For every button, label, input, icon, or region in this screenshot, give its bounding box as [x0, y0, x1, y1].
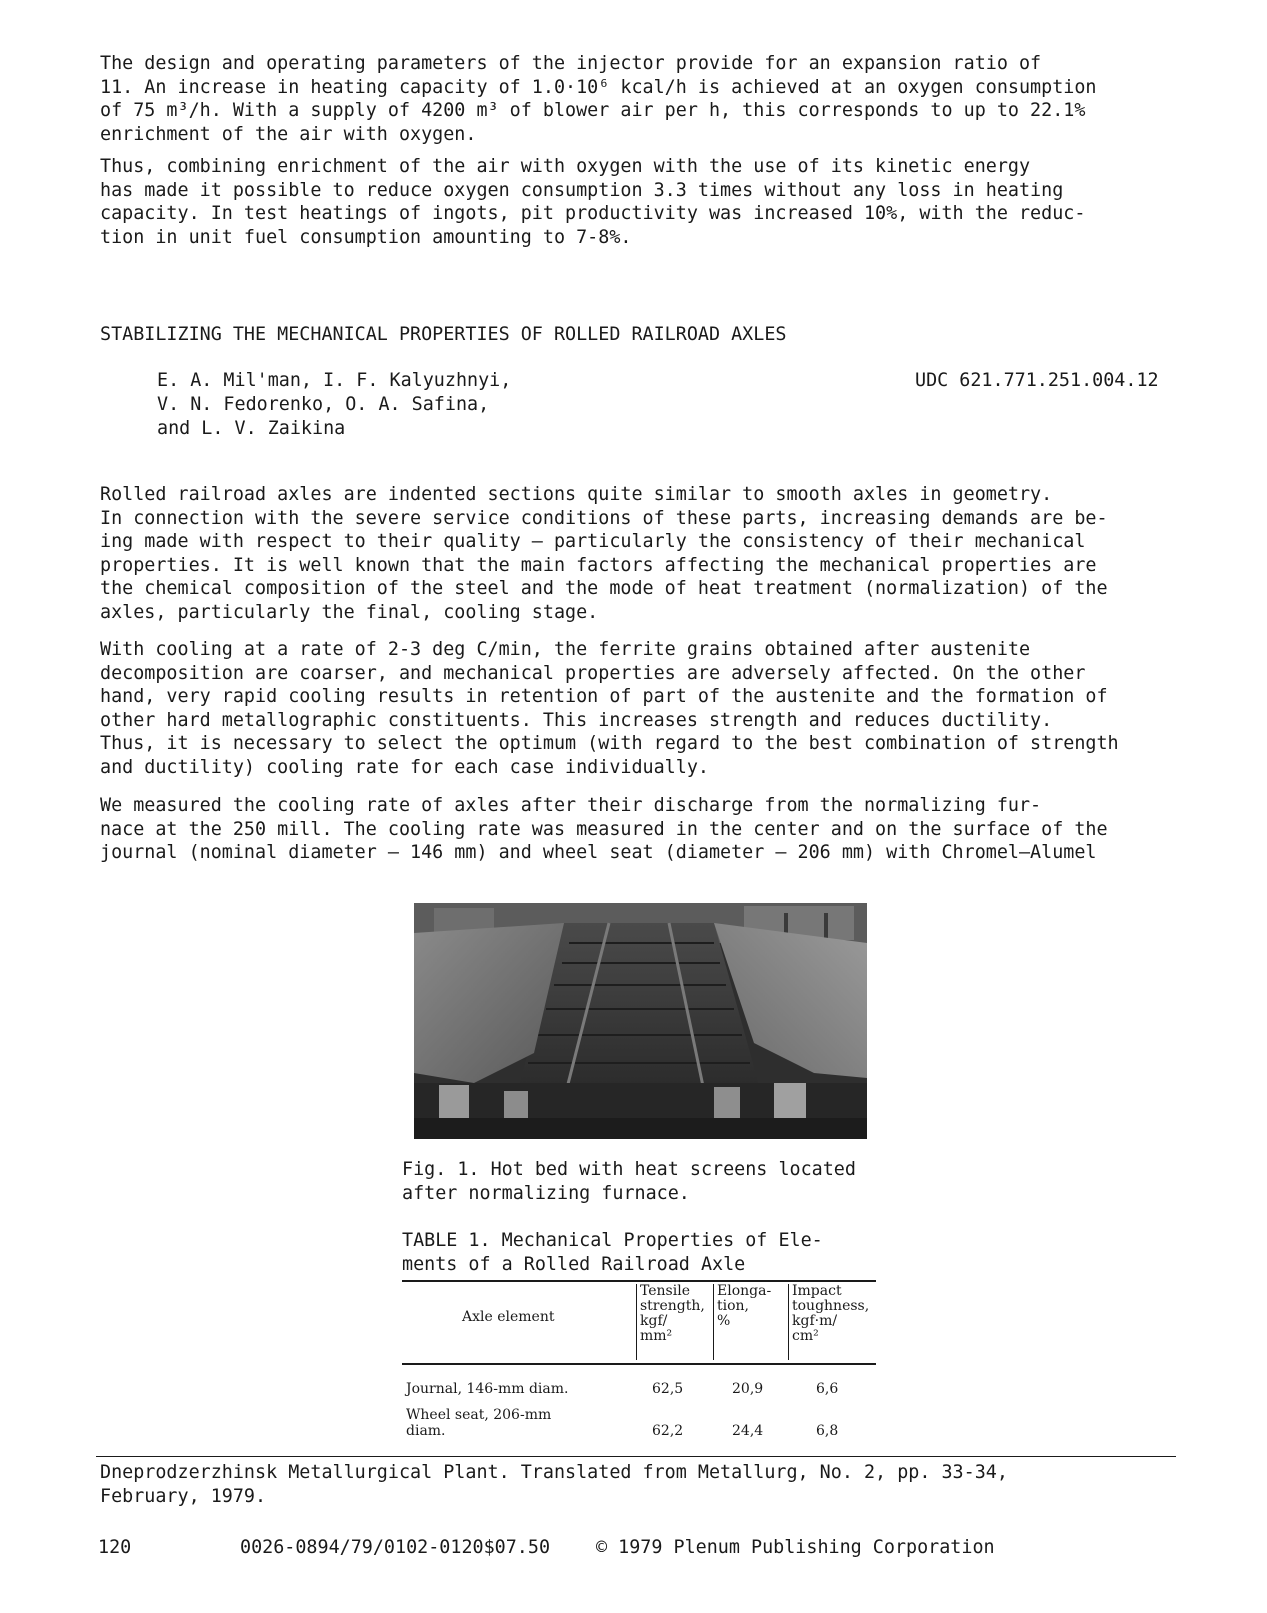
copyright-notice: © 1979 Plenum Publishing Corporation — [596, 1537, 995, 1558]
intro-paragraph-1: The design and operating parameters of the injector provide for an expansion ratio of 11. An increase in heating capacity of 1.0·10⁶ kcal/h is achieved at an oxygen consumption of 75 m³/h. With a supply of 4200 m³ of blower air per h, this corresponds to up to 22.1% enrichment of the air with oxygen. — [100, 53, 1097, 145]
article-code: 0026-0894/79/0102-0120$07.50 — [240, 1537, 551, 1558]
table-header-axle-element: Axle element — [462, 1309, 555, 1325]
table-cell-tensile: 62,5 — [652, 1381, 684, 1397]
table-header-elongation: Elonga- tion, % — [713, 1284, 771, 1360]
table-row — [402, 1407, 876, 1447]
table-cell-tensile: 62,2 — [652, 1423, 684, 1439]
table-cell-element: Wheel seat, 206-mm diam. — [406, 1407, 552, 1439]
table-header-row — [402, 1280, 876, 1365]
table-cell-toughness: 6,6 — [816, 1381, 839, 1397]
hot-bed-photo-illustration — [414, 903, 867, 1139]
table-title: TABLE 1. Mechanical Properties of Ele- ments of a Rolled Railroad Axle — [402, 1230, 823, 1275]
body-paragraph-2: With cooling at a rate of 2-3 deg C/min, the ferrite grains obtained after austenite decomposition are coarser, and mechanical properties are adversely affected. On the other hand, very rapid cooling results in retention of part of the austenite and the formation of other hard metallographic constituents. This increases strength and reduces ductility. Thus, it is necessary to select the optimum (with regard to the best combination of strength and ductility) cooling rate for each case individually. — [100, 639, 1119, 778]
table-cell-elongation: 24,4 — [732, 1423, 764, 1439]
page-number: 120 — [98, 1537, 132, 1558]
table-row — [402, 1379, 876, 1407]
table-cell-element: Journal, 146-mm diam. — [406, 1381, 569, 1397]
intro-paragraph-2: Thus, combining enrichment of the air with oxygen with the use of its kinetic energy has made it possible to reduce oxygen consumption 3.3 times without any loss in heating capacity. In test heatings of ingots, pit productivity was increased 10%, with the reduc- tion in unit fuel consumption amounting to 7-8%. — [100, 156, 1086, 248]
table-cell-toughness: 6,8 — [816, 1423, 839, 1439]
article-authors: E. A. Mil'man, I. F. Kalyuzhnyi, V. N. Fedorenko, O. A. Safina, and L. V. Zaikina — [157, 370, 512, 439]
footnote-affiliation: Dneprodzerzhinsk Metallurgical Plant. Translated from Metallurg, No. 2, pp. 33-34, February, 1979. — [100, 1462, 1008, 1507]
figure-caption: Fig. 1. Hot bed with heat screens located after normalizing furnace. — [402, 1159, 856, 1204]
article-title: STABILIZING THE MECHANICAL PROPERTIES OF ROLLED RAILROAD AXLES — [100, 324, 787, 345]
table-header-tensile-strength: Tensile strength, kgf/ mm² — [636, 1284, 705, 1360]
mechanical-properties-table — [402, 1280, 876, 1447]
table-cell-elongation: 20,9 — [732, 1381, 764, 1397]
footnote-divider — [96, 1456, 1176, 1457]
figure-hot-bed-photo — [414, 903, 867, 1139]
table-header-impact-toughness: Impact toughness, kgf·m/ cm² — [788, 1284, 869, 1360]
body-paragraph-1: Rolled railroad axles are indented sections quite similar to smooth axles in geometry. In connection with the severe service conditions of these parts, increasing demands are be- ing made with respect to their quality — particularly the consistency of their mechanical properties. It is well known that the main factors affecting the mechanical properties are the chemical composition of the steel and the mode of heat treatment (normalization) of the axles, particularly the final, cooling stage. — [100, 484, 1108, 623]
body-paragraph-3: We measured the cooling rate of axles after their discharge from the normalizing fur- nace at the 250 mill. The cooling rate was measured in the center and on the surface of the journal (nominal diameter — 146 mm) and wheel seat (diameter — 206 mm) with Chromel—Alumel — [100, 795, 1108, 863]
udc-code: UDC 621.771.251.004.12 — [915, 370, 1159, 391]
